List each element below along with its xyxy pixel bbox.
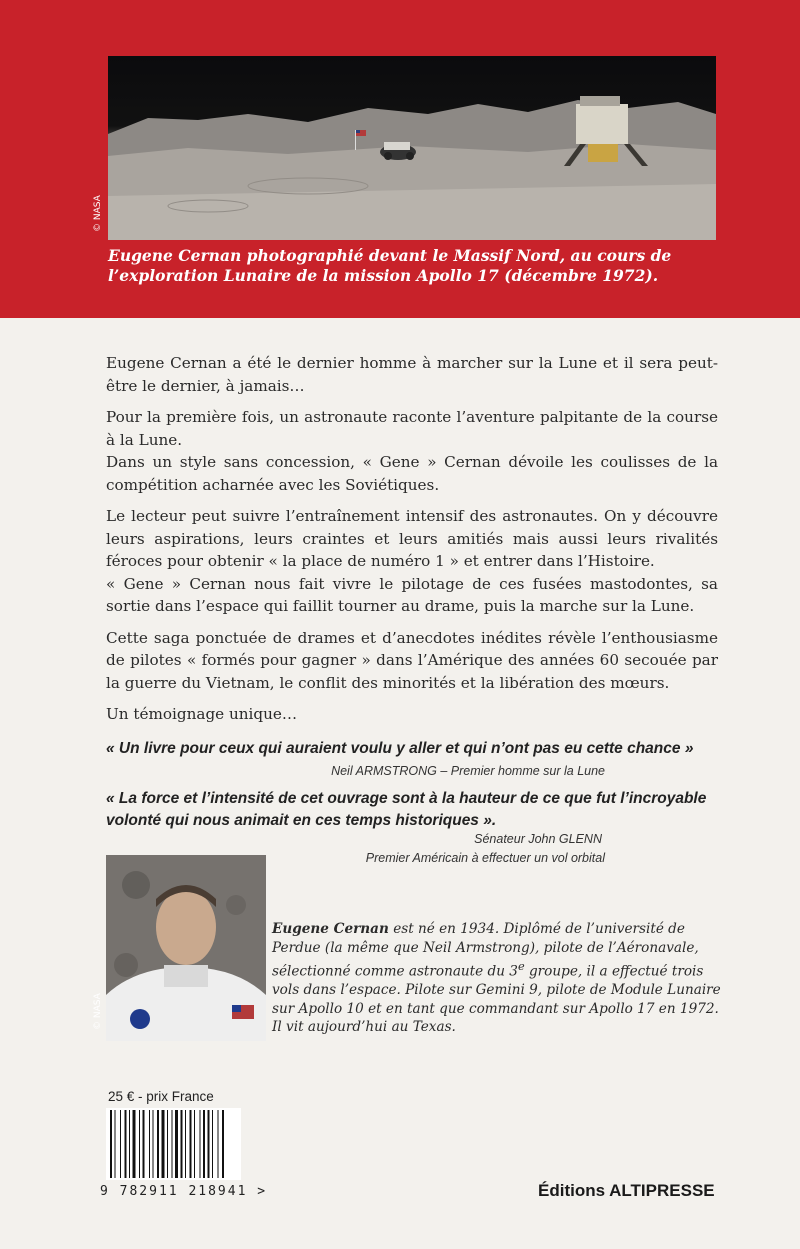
barcode-bar: [203, 1110, 205, 1178]
lunar-scene-illustration: [108, 56, 716, 240]
author-bio-text-2: groupe, il a effectué trois vols dans l’espace. Pilote sur Gemini 9, pilote de Module Lunaire sur Apollo 10 et en tant que commandant sur Apollo 17 en 1972. Il vit aujourd’hui au Texas.: [272, 963, 721, 1036]
barcode-bar: [139, 1110, 140, 1178]
barcode-bar: [129, 1110, 130, 1178]
portrait-illustration: [106, 855, 266, 1041]
barcode-bar: [167, 1110, 168, 1178]
portrait-credit: © NASA: [93, 993, 103, 1030]
barcode-bar: [157, 1110, 159, 1178]
blurb-paragraph: Pour la première fois, un astronaute raconte l’aventure palpitante de la course à la Lune. Dans un style sans concession, « Gene » Cernan dévoile les coulisses de la compétition acharnée avec les Soviétiques.: [106, 408, 718, 494]
barcode-bar: [153, 1110, 154, 1178]
barcode-bar: [115, 1110, 116, 1178]
barcode-bar: [218, 1110, 219, 1178]
publisher-name: Éditions ALTIPRESSE: [538, 1181, 715, 1200]
blurb-paragraph: Un témoignage unique…: [106, 705, 298, 723]
barcode-bar: [133, 1110, 136, 1178]
quote-glenn-name: Sénateur John GLENN: [474, 832, 602, 846]
barcode-bar: [190, 1110, 192, 1178]
author-bio-text-1: est né en 1934. Diplômé de l’université de Perdue (la même que Neil Armstrong), pilote de l’Aéronavale, sélectionné comme astronaute du 3: [272, 921, 699, 980]
barcode-bar: [208, 1110, 210, 1178]
barcode-bar: [162, 1110, 165, 1178]
author-bio: [272, 920, 722, 1037]
barcode-bar: [212, 1110, 213, 1178]
blurb-paragraph: Cette saga ponctuée de drames et d’anecdotes inédites révèle l’enthousiasme de pilotes « formés pour gagner » dans l’Amérique des années 60 secouée par la guerre du Vietnam, le conflit des minorités et la libération des mœurs.: [106, 628, 718, 692]
blurb-paragraph: Eugene Cernan a été le dernier homme à marcher sur la Lune et il sera peut-être le dernier, à jamais…: [106, 354, 718, 395]
barcode-bars: [106, 1108, 241, 1180]
barcode-bar: [149, 1110, 150, 1178]
photo-caption: Eugene Cernan photographié devant le Massif Nord, au cours de l’exploration Lunaire de la mission Apollo 17 (décembre 1972).: [108, 246, 672, 285]
photo-credit: © NASA: [93, 195, 103, 232]
quote-armstrong-attribution: Neil ARMSTRONG – Premier homme sur la Lune: [331, 764, 605, 778]
barcode-bar: [125, 1110, 127, 1178]
barcode-bar: [194, 1110, 195, 1178]
quote-glenn: « La force et l’intensité de cet ouvrage sont à la hauteur de ce que fut l’incroyable volonté qui nous animait en ces temps historiques ».: [106, 790, 707, 829]
barcode-bar: [185, 1110, 186, 1178]
barcode: [106, 1108, 241, 1180]
author-name: Eugene Cernan: [272, 921, 389, 937]
quote-glenn-role: Premier Américain à effectuer un vol orbital: [365, 851, 605, 865]
barcode-bar: [143, 1110, 145, 1178]
barcode-bar: [175, 1110, 178, 1178]
price-label: 25 € - prix France: [108, 1089, 214, 1104]
barcode-bar: [120, 1110, 121, 1178]
barcode-bar: [200, 1110, 201, 1178]
barcode-bar: [110, 1110, 112, 1178]
quote-armstrong: « Un livre pour ceux qui auraient voulu y aller et qui n’ont pas eu cette chance »: [106, 740, 694, 757]
isbn-number: 9 782911 218941 >: [100, 1184, 268, 1199]
barcode-bar: [172, 1110, 173, 1178]
blurb-paragraph: Le lecteur peut suivre l’entraînement intensif des astronautes. On y découvre leurs aspirations, leurs craintes et leurs amitiés mais aussi leurs rivalités féroces pour obtenir « la place de numéro 1 » et entrer dans l’Histoire. « Gene » Cernan nous fait vivre le pilotage de ces fusées mastodontes, sa sortie dans l’espace qui faillit tourner au drame, puis la marche sur la Lune.: [106, 507, 718, 615]
lunar-landscape-photo: [108, 56, 716, 240]
astronaut-portrait: [106, 855, 266, 1041]
barcode-bar: [222, 1110, 224, 1178]
author-bio-superscript: e: [517, 959, 525, 973]
barcode-bar: [181, 1110, 183, 1178]
blurb-text: [106, 352, 718, 735]
